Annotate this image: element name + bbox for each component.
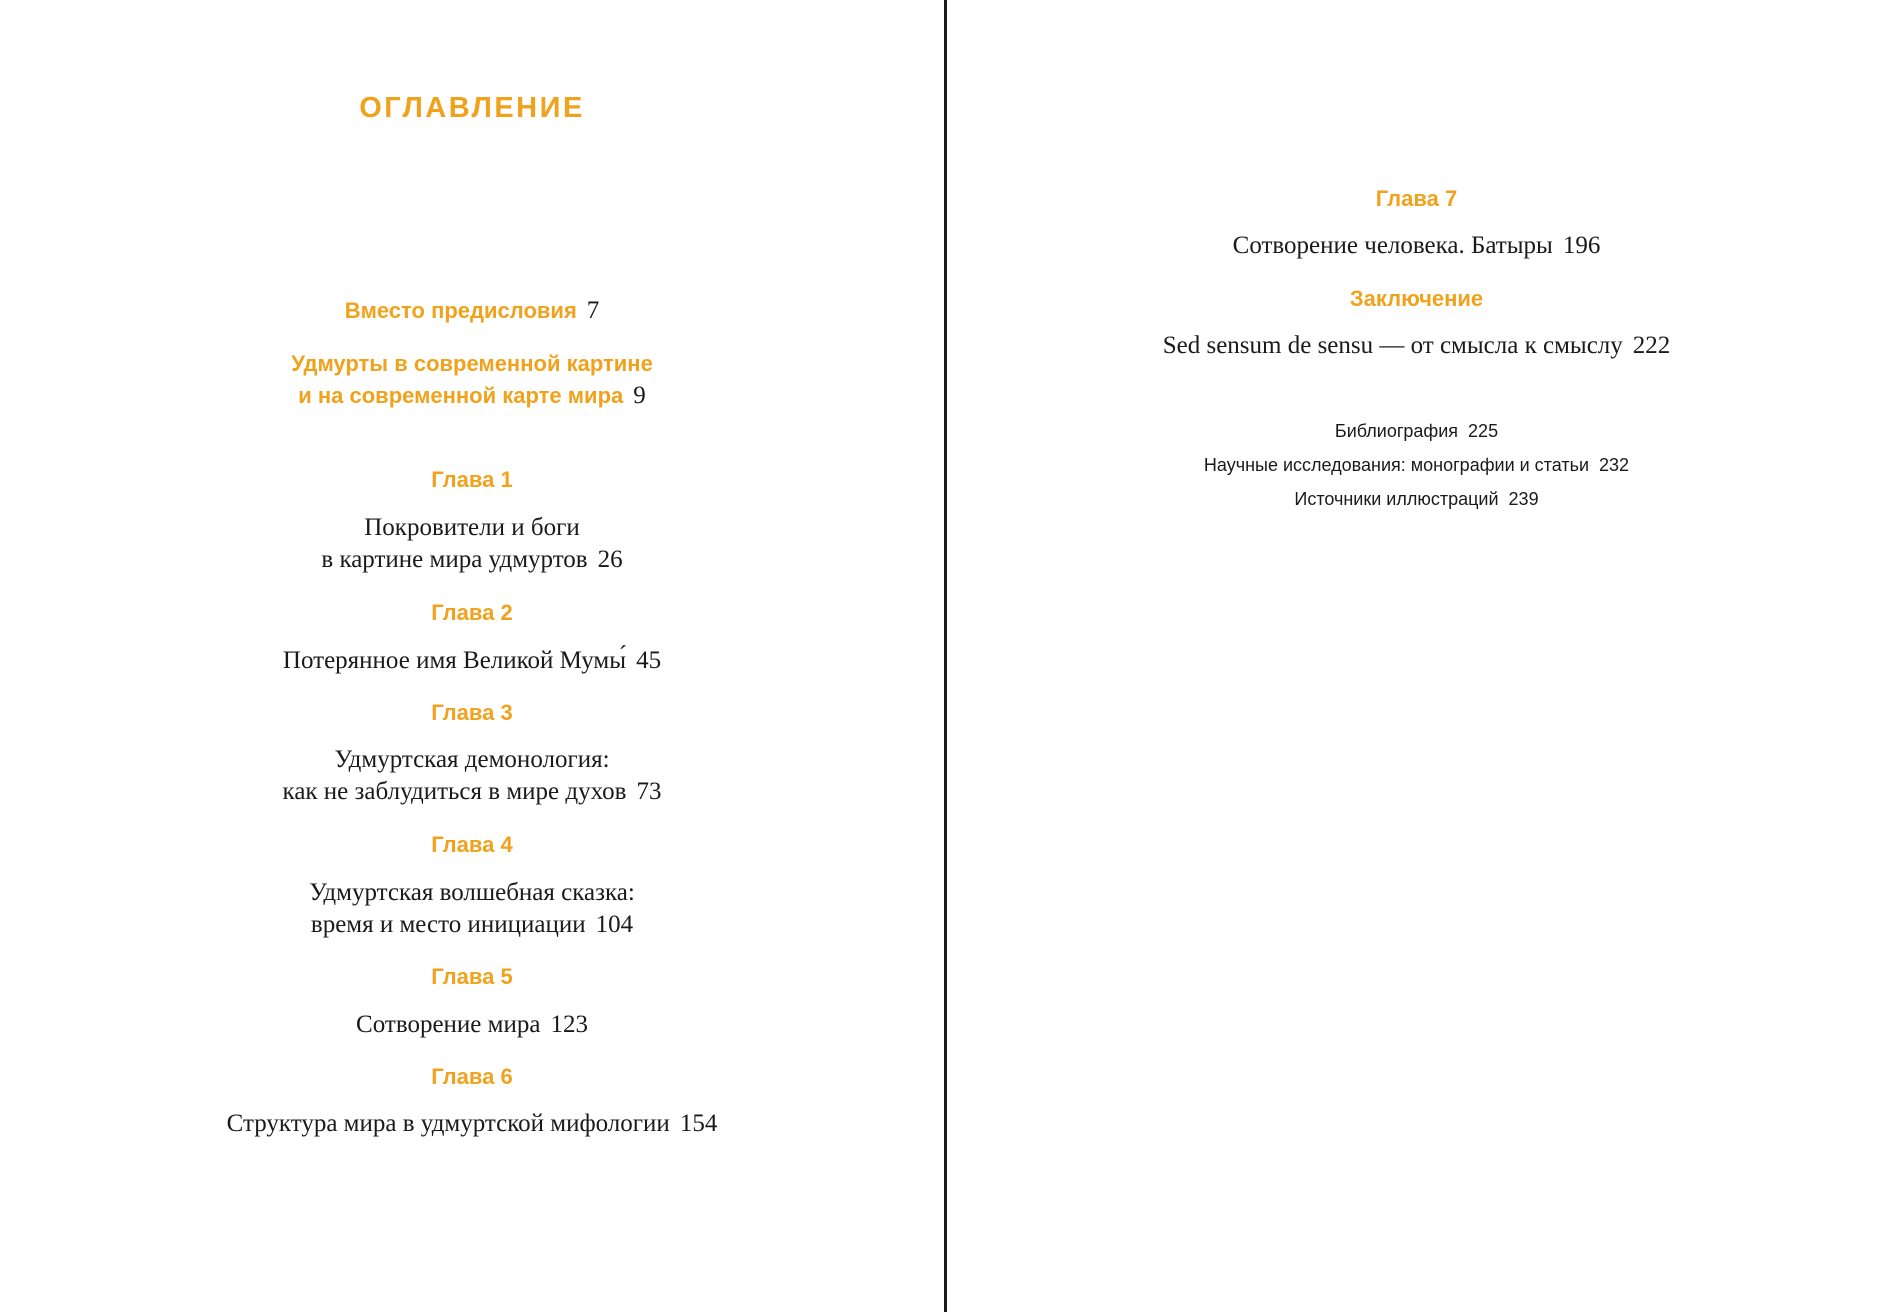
page-number: 7 (586, 297, 600, 324)
page-number: 196 (1562, 232, 1601, 259)
toc-entry-intro[interactable] (0, 295, 944, 327)
toc-entry-chapter-7[interactable] (946, 230, 1887, 262)
chapter-title: Удмуртская демонология: (334, 746, 610, 773)
chapter-label: Глава 4 (431, 832, 513, 857)
chapter-title: Структура мира в удмуртской мифологии (226, 1110, 670, 1137)
chapter-label: Глава 6 (431, 1064, 513, 1089)
chapter-title: Сотворение мира (356, 1011, 541, 1038)
page-number: 154 (679, 1110, 718, 1137)
back-matter-title: Источники иллюстраций (1294, 489, 1499, 509)
chapter-title: Удмуртская волшебная сказка: (309, 879, 635, 906)
page-number: 239 (1508, 489, 1539, 509)
toc-entry-research[interactable] (946, 455, 1887, 476)
page-number: 225 (1468, 421, 1499, 441)
page-number: 232 (1599, 455, 1630, 475)
chapter-title: Потерянное имя Великой Мумы́ (282, 647, 627, 674)
toc-title: ОГЛАВЛЕНИЕ (359, 92, 585, 124)
page-number: 73 (636, 778, 662, 805)
conclusion-label: Заключение (1349, 286, 1484, 311)
chapter-label: Глава 5 (431, 964, 513, 989)
toc-entry-bibliography[interactable] (946, 421, 1887, 442)
toc-entry-label: и на современной карте мира (298, 383, 624, 408)
chapter-label: Глава 1 (431, 467, 513, 492)
toc-entry-illustrations[interactable] (946, 489, 1887, 510)
page-number: 45 (636, 647, 662, 674)
chapter-title: время и место инициации (310, 911, 586, 938)
toc-entry-chapter-2[interactable] (0, 645, 944, 677)
chapter-title: как не заблудиться в мире духов (282, 778, 627, 805)
right-page (946, 0, 1887, 1312)
toc-entry-section[interactable] (0, 348, 944, 412)
back-matter-title: Библиография (1334, 421, 1459, 441)
page-number: 26 (597, 546, 623, 573)
conclusion-title: Sed sensum de sensu — от смысла к смыслу (1162, 332, 1623, 359)
toc-entry-chapter-4[interactable] (0, 877, 944, 941)
toc-entry-chapter-6[interactable] (0, 1108, 944, 1140)
chapter-title: Покровители и боги (364, 514, 580, 541)
chapter-title: в картине мира удмуртов (321, 546, 588, 573)
toc-entry-conclusion[interactable] (946, 330, 1887, 362)
chapter-label: Глава 7 (1375, 186, 1458, 211)
toc-entry-chapter-1[interactable] (0, 512, 944, 576)
toc-entry-chapter-3[interactable] (0, 744, 944, 808)
toc-entry-label: Удмурты в современной картине (291, 351, 653, 376)
page-number: 9 (633, 382, 646, 409)
toc-entry-label: Вместо предисловия (344, 298, 577, 323)
chapter-title: Сотворение человека. Батыры (1232, 232, 1553, 259)
back-matter-title: Научные исследования: монографии и статьи (1203, 455, 1590, 475)
page-number: 104 (595, 911, 634, 938)
page-number: 222 (1632, 332, 1671, 359)
page-number: 123 (550, 1011, 588, 1038)
toc-entry-chapter-5[interactable] (0, 1009, 944, 1041)
chapter-label: Глава 2 (431, 600, 513, 625)
chapter-label: Глава 3 (431, 700, 513, 725)
